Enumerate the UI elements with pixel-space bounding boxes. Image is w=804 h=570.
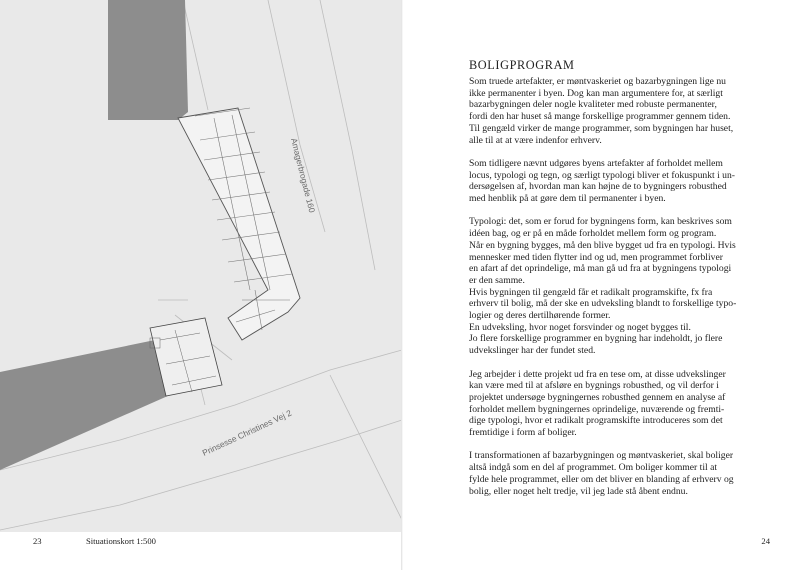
street-line: [268, 0, 325, 232]
paragraph: Som truede artefakter, er møntvaskeriet og bazarbygningen lige nu ikke permanenter i byen. Dog kan man argumentere for, at særligt bazarbygningen deler nogle kvaliteter med robuste permanenter, fordi den har huset så mange forskellige programmer gennem tiden. Til gengæld virker de mange programmer, som bygningen har huset, alle til at at være indenfor erhverv.: [469, 76, 734, 146]
building-mass-north: [108, 0, 188, 120]
bazar-building-plan: [178, 108, 300, 340]
site-plan-map: [0, 0, 402, 532]
section-heading: BOLIGPROGRAM: [469, 58, 575, 72]
map-caption: Situationskort 1:500: [86, 536, 156, 546]
paragraph: Jeg arbejder i dette projekt ud fra en tese om, at disse udvekslinger kan være med til at afsløre en bygnings robusthed, og vil derfor i projektet undersøge bygningernes robusthed gennem en analyse af forholdet mellem bygningernes oprindelige, nuværende og fremti- dige typologi, hvor et radikalt programskifte introduceres som det fremtidige i form af boliger.: [469, 368, 726, 439]
street-line: [330, 375, 402, 520]
street-label-prinsesse: Prinsesse Christines Vej 2: [200, 407, 294, 458]
page-number-right: 24: [761, 536, 770, 546]
building-outline: [178, 108, 300, 340]
street-label-amagerbrogade: Amagerbrogade 160: [289, 137, 318, 214]
paragraph: I transformationen af bazarbygningen og møntvaskeriet, skal boliger altså indgå som en del af programmet. Om boliger kommer til at fylde hele programmet, eller om det bliver en blanding af erhverv og bolig, eller noget helt tredje, vil jeg lade stå åbent endnu.: [469, 450, 734, 497]
right-page: [403, 0, 804, 570]
paragraph: Som tidligere nævnt udgøres byens artefakter af forholdet mellem locus, typologi og tegn, og særligt typologi bliver et fokuspunkt i un- dersøgelsen af, hvordan man kan højne de to bygningers robusthed med henblik på at gøre dem til permanenter i byen.: [469, 157, 736, 205]
site-plan-drawing: [0, 0, 402, 532]
building-mass-south: [0, 340, 170, 470]
paragraph: Typologi: det, som er forud for bygningens form, kan beskrives som idéen bag, og er på en måde forholdet mellem form og program. Når en bygning bygges, må den blive bygget ud fra en typologi. Hvis mennesker med tiden flytter ind og ud, men programmet forbliver en afart af det oprindelige, må man gå ud fra at bygningens typologi er den samme. Hvis bygningen til gengæld får et radikalt programskifte, fx fra erhverv til bolig, må der ske en udveksling blandt to forskellige typo- logier og deres dertilhørende former. En udveksling, hvor noget forsvinder og noget bygges til. Jo flere forskellige programmer en bygning har indeholdt, jo flere udvekslinger har der fundet sted.: [469, 216, 737, 357]
street-line: [320, 0, 375, 270]
page-number-left: 23: [33, 536, 42, 546]
body-text: [469, 76, 769, 509]
